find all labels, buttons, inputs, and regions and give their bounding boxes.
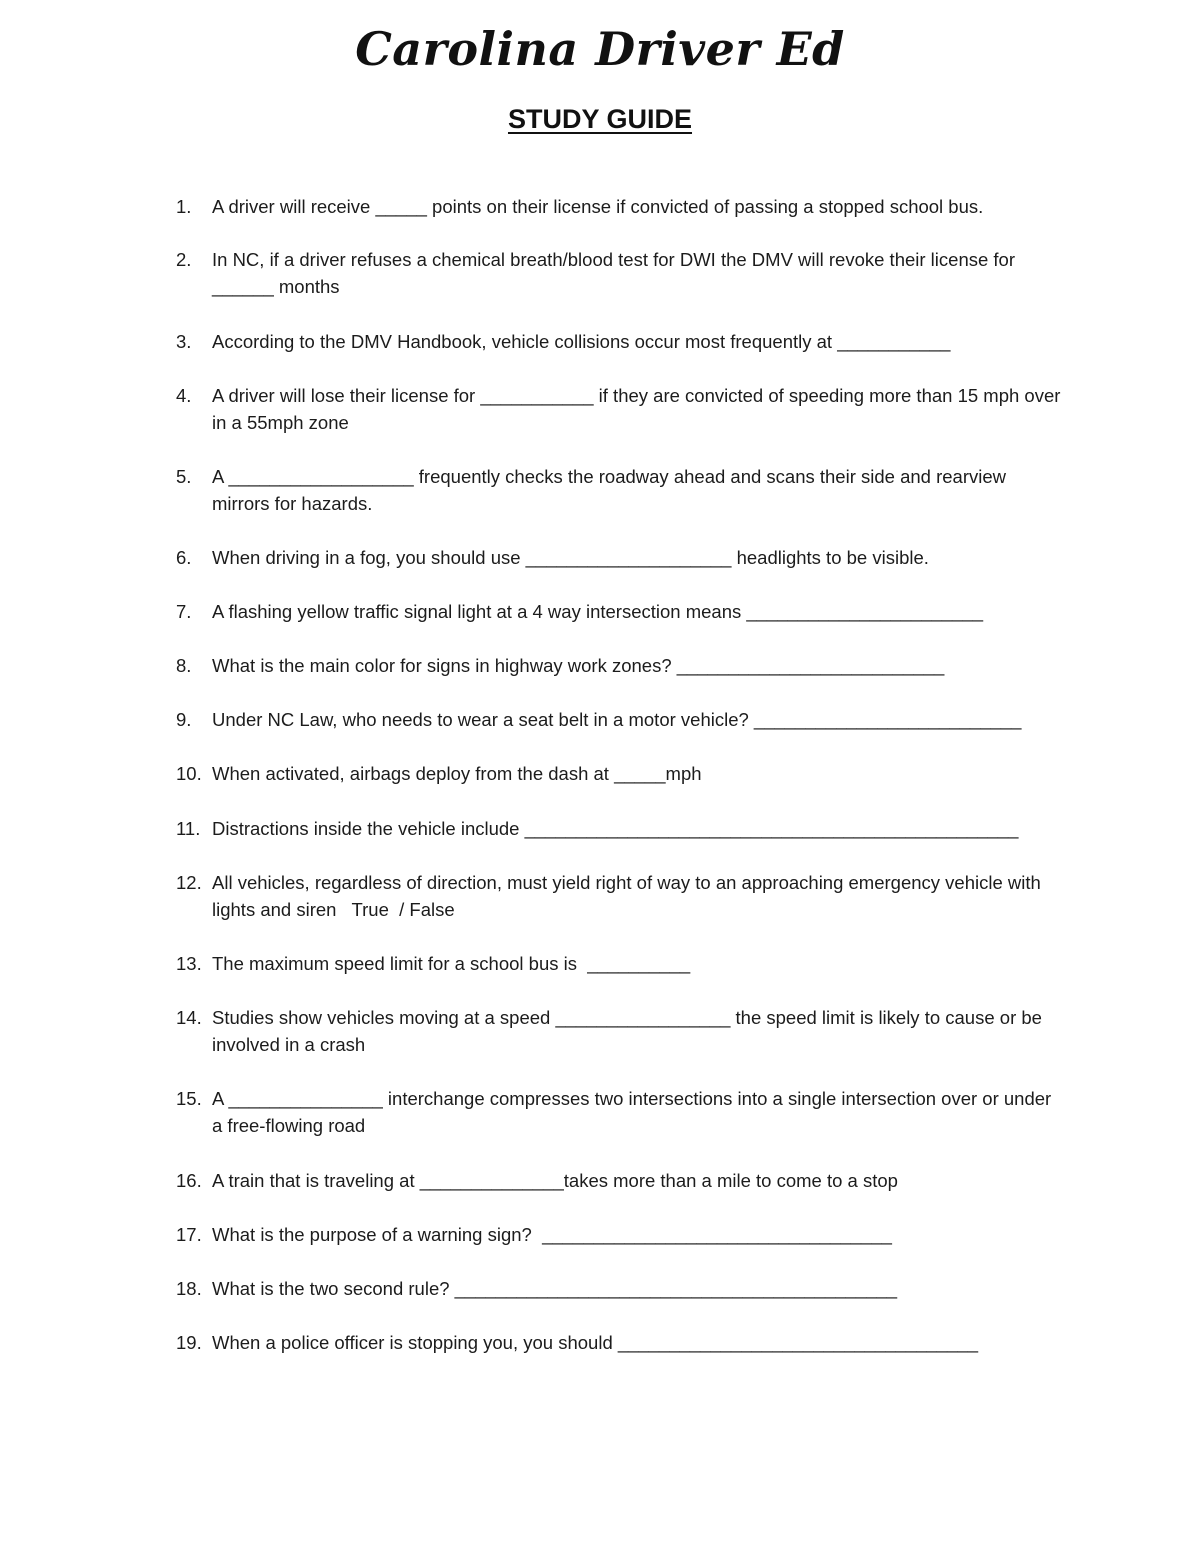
- question-item: [176, 598, 1066, 625]
- question-number: 6.: [176, 547, 192, 568]
- question-item: [176, 1329, 1066, 1356]
- question-number: 19.: [176, 1332, 202, 1353]
- question-item: [176, 246, 1066, 300]
- question-text: Under NC Law, who needs to wear a seat belt in a motor vehicle? __________________________: [212, 709, 1022, 730]
- question-text: What is the two second rule? ___________________________________________: [212, 1278, 898, 1299]
- question-number: 18.: [176, 1278, 202, 1299]
- page-subtitle: STUDY GUIDE: [507, 104, 693, 134]
- question-number: 10.: [176, 763, 202, 784]
- question-item: [176, 328, 1066, 355]
- question-item: [176, 463, 1066, 517]
- question-number: 3.: [176, 331, 192, 352]
- question-item: [176, 1085, 1066, 1139]
- question-text: When a police officer is stopping you, you should ___________________________________: [212, 1332, 978, 1353]
- question-item: [176, 950, 1066, 977]
- question-item: [176, 869, 1066, 923]
- question-number: 11.: [176, 818, 201, 839]
- question-text: The maximum speed limit for a school bus is __________: [212, 953, 691, 974]
- question-number: 15.: [176, 1088, 202, 1109]
- question-text: A _______________ interchange compresses two intersections into a single intersection over or under a free-flowing road: [212, 1088, 1057, 1136]
- question-text: According to the DMV Handbook, vehicle collisions occur most frequently at ___________: [212, 331, 951, 352]
- question-number: 13.: [176, 953, 202, 974]
- question-text: All vehicles, regardless of direction, must yield right of way to an approaching emergency vehicle with lights and siren True / False: [212, 872, 1046, 920]
- question-item: [176, 1004, 1066, 1058]
- question-text: In NC, if a driver refuses a chemical breath/blood test for DWI the DMV will revoke their license for ______ months: [212, 249, 1021, 297]
- question-text: A flashing yellow traffic signal light at a 4 way intersection means _______________________: [212, 601, 984, 622]
- question-text: A __________________ frequently checks the roadway ahead and scans their side and rearview mirrors for hazards.: [212, 466, 1012, 514]
- question-item: [176, 706, 1066, 733]
- page-title: Carolina Driver Ed: [355, 22, 845, 76]
- question-number: 2.: [176, 249, 192, 270]
- question-text: Studies show vehicles moving at a speed _________________ the speed limit is likely to cause or be involved in a crash: [212, 1007, 1048, 1055]
- question-text: A train that is traveling at ______________takes more than a mile to come to a stop: [212, 1170, 898, 1191]
- question-number: 12.: [176, 872, 202, 893]
- question-text: When driving in a fog, you should use ____________________ headlights to be visible.: [212, 547, 929, 568]
- question-item: [176, 544, 1066, 571]
- question-text: When activated, airbags deploy from the dash at _____mph: [212, 763, 702, 784]
- question-text: What is the main color for signs in highway work zones? __________________________: [212, 655, 945, 676]
- question-number: 5.: [176, 466, 192, 487]
- question-number: 16.: [176, 1170, 202, 1191]
- question-item: [176, 193, 1066, 220]
- question-item: [176, 652, 1066, 679]
- question-number: 14.: [176, 1007, 202, 1028]
- question-text: A driver will receive _____ points on their license if convicted of passing a stopped school bus.: [212, 196, 984, 217]
- question-text: A driver will lose their license for ___________ if they are convicted of speeding more than 15 mph over in a 55mph zone: [212, 385, 1066, 433]
- question-item: [176, 1275, 1066, 1302]
- question-number: 7.: [176, 601, 192, 622]
- question-item: [176, 1221, 1066, 1248]
- question-text: Distractions inside the vehicle include ________________________________________________: [212, 818, 1019, 839]
- question-item: [176, 1167, 1066, 1194]
- question-text: What is the purpose of a warning sign? __________________________________: [212, 1224, 892, 1245]
- question-item: [176, 382, 1066, 436]
- question-number: 17.: [176, 1224, 202, 1245]
- question-number: 9.: [176, 709, 192, 730]
- question-number: 8.: [176, 655, 192, 676]
- question-number: 4.: [176, 385, 192, 406]
- question-item: [176, 760, 1066, 787]
- question-number: 1.: [176, 196, 192, 217]
- question-item: [176, 815, 1066, 842]
